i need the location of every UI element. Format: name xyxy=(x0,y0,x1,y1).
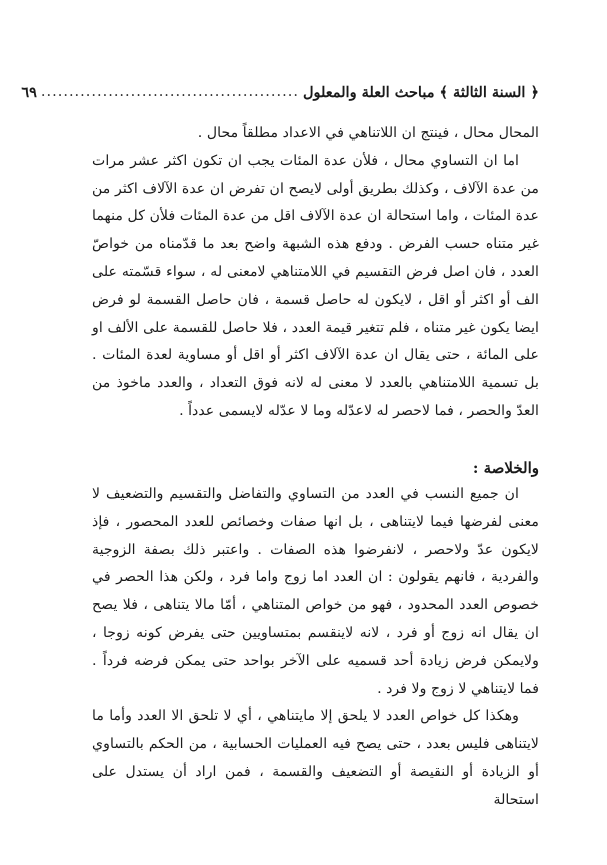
paragraph-continuation: المحال محال ، فينتج ان اللاتناهي في الاعداد مطلقاً محال . xyxy=(197,125,539,141)
page-number: ٦٩ xyxy=(21,83,37,101)
running-title: ﴿ السنة الثالثة ﴾ مباحث العلة والمعلول xyxy=(302,83,539,101)
paragraph-properties: وهكذا كل خواص العدد لا يلحق إلا مايتناهي ، أي لا تلحق الا العدد وأما ما لايتناهى فليس بعدد ، حتى يصح فيه العمليات الحسابية ، من الحكم بالتساوي أو الزيادة أو النقيصة أو التضعيف والقسمة ، فمن اراد أن يستدل على استحالة xyxy=(92,708,539,808)
paragraph-argument: اما ان التساوي محال ، فلأن عدة المئات يجب ان تكون اكثر عشر مرات من عدة الآلاف ، وكذلك بطريق أولى لايصح ان تفرض ان عدة الآلاف اكثر من عدة المئات ، واما استحالة ان عدة الآلاف اقل من عدة المئات فلأن كل منهما غير متناه حسب الفرض . ودفع هذه الشبهة واضح بعد ما قدّمناه من خواصّ العدد ، فان اصل فرض التقسيم في اللامتناهي لامعنى له ، سواء قسّمته على الف أو اكثر أو اقل ، لايكون له حاصل قسمة ، فان حاصل القسمة لو فرض ايضا يكون غير متناه ، فلم تتغير قيمة العدد ، فلا حاصل للقسمة على الألف او على المائة ، حتى يقال ان عدة الآلاف اكثر أو اقل أو مساوية لعدة المئات . بل تسمية اللامتناهي بالعدد لا معنى له لانه فوق التعداد ، والعدد ماخوذ من العدّ والحصر ، فما لاحصر له لاعدّله وما لا عدّله لايسمى عدداً . xyxy=(92,152,539,419)
body-text-section-2 xyxy=(92,481,539,815)
section-heading-summary: والخلاصة : xyxy=(472,459,539,477)
body-text-section-1 xyxy=(92,120,539,426)
page-header xyxy=(21,80,539,104)
leader-dots: .............................................. xyxy=(40,84,299,100)
paragraph-summary: ان جميع النسب في العدد من التساوي والتفاضل والتقسيم والتضعيف لا معنى لفرضها فيما لايتناهى ، بل انها صفات وخصائص للعدد المحصور ، فإذ لايكون عدّ ولاحصر ، لانفرضوا هذه الصفات . واعتبر ذلك بصفة الزوجية والفردية ، فانهم يقولون : ان العدد اما زوج واما فرد ، ولكن هذا الحصر في خصوص العدد المحدود ، فهو من خواص المتناهي ، أمّا مالا يتناهى ، فلا يصح ان يقال انه زوج أو فرد ، لانه لاينقسم بمتساويين حتى يفرض كونه زوجا ، ولايمكن فرض زيادة أحد قسميه على الآخر بواحد حتى يمكن فرضه فرداً . فما لايتناهي لا زوج ولا فرد . xyxy=(92,486,539,697)
